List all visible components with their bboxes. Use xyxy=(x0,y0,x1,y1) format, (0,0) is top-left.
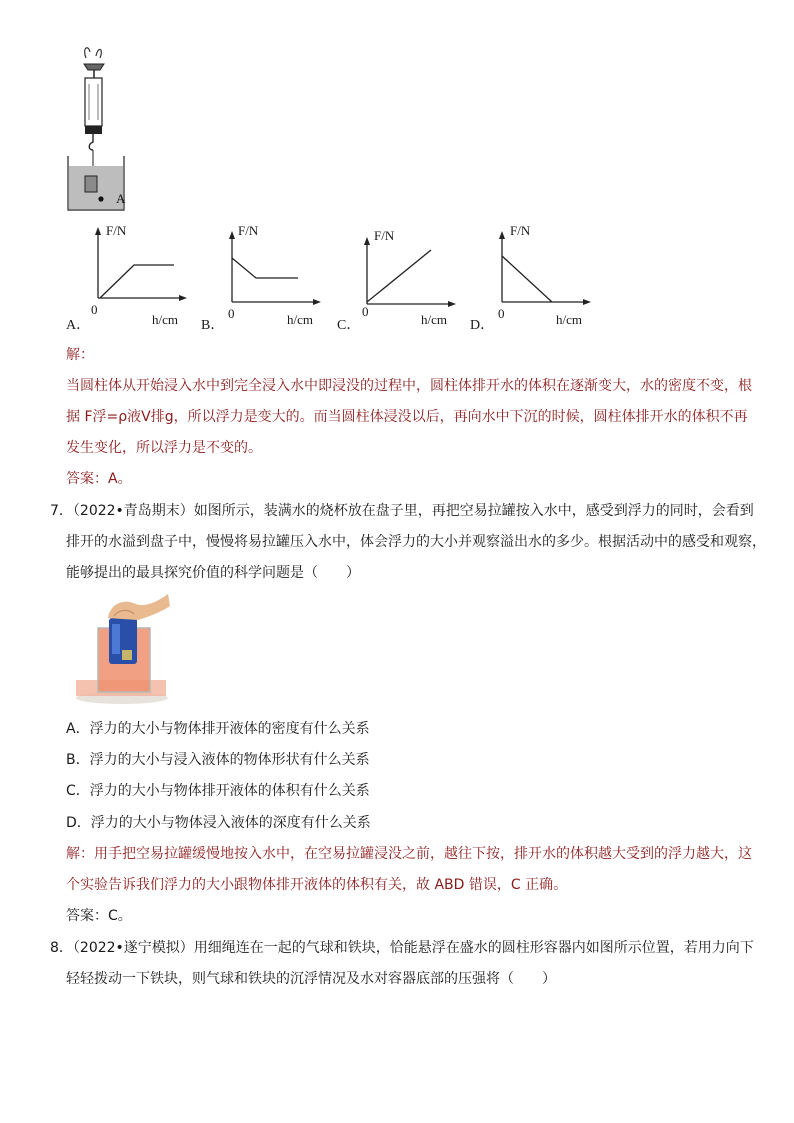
q7-option-c[interactable]: C．浮力的大小与物体排开液体的体积有什么关系 xyxy=(66,783,370,799)
q7-option-a[interactable]: A．浮力的大小与物体排开液体的密度有什么关系 xyxy=(66,721,370,737)
q7-stem-line-1: 7．（2022•青岛期末）如图所示，装满水的烧杯放在盘子里，再把空易拉罐按入水中，感受到浮力的同时，会看到 xyxy=(50,503,754,519)
graph-b-xlabel: h/cm xyxy=(287,312,313,327)
q7-option-d[interactable]: D．浮力的大小与物体浸入液体的深度有什么关系 xyxy=(66,815,371,831)
graph-b-letter: B． xyxy=(201,318,225,333)
graph-option-b xyxy=(220,222,330,312)
graph-a-xlabel: h/cm xyxy=(152,312,178,327)
q6-solution-line-2: 据 F浮=ρ液V排g，所以浮力是变大的。而当圆柱体浸没以后，再向水中下沉的时候，圆柱体排开水的体积不再 xyxy=(66,409,748,425)
can-in-beaker-photo xyxy=(74,594,170,706)
graph-d-ylabel: F/N xyxy=(510,223,531,238)
graph-option-d xyxy=(490,222,600,312)
graph-c-letter: C． xyxy=(337,318,361,333)
graph-d-letter: D． xyxy=(470,318,495,333)
graph-c-ylabel: F/N xyxy=(374,228,395,243)
graph-d-xlabel: h/cm xyxy=(556,312,582,327)
graph-a-origin: 0 xyxy=(91,302,98,317)
point-a-label: A xyxy=(116,191,126,206)
graph-a-ylabel: F/N xyxy=(106,223,127,238)
q6-answer: 答案：A。 xyxy=(66,471,132,487)
q8-stem-line-1: 8．（2022•遂宁模拟）用细绳连在一起的气球和铁块，恰能悬浮在盛水的圆柱形容器内如图所示位置，若用力向下 xyxy=(50,940,754,956)
q7-solution-line-2: 个实验告诉我们浮力的大小跟物体排开液体的体积有关，故 ABD 错误，C 正确。 xyxy=(66,877,568,893)
graph-b-origin: 0 xyxy=(228,306,235,321)
q7-stem-line-2: 排开的水溢到盘子中，慢慢将易拉罐压入水中，体会浮力的大小并观察溢出水的多少。根据活动中的感受和观察， xyxy=(66,534,766,550)
q6-solution-line-3: 发生变化，所以浮力是不变的。 xyxy=(66,440,262,456)
spring-scale-figure xyxy=(60,42,140,214)
graph-a-letter: A． xyxy=(66,318,91,333)
q6-solution-label: 解： xyxy=(66,347,94,363)
graph-d-origin: 0 xyxy=(498,306,505,321)
graph-c-xlabel: h/cm xyxy=(421,312,447,327)
graph-option-a xyxy=(86,222,196,312)
graph-option-c xyxy=(355,228,465,318)
q7-stem-line-3: 能够提出的最具探究价值的科学问题是（ ） xyxy=(66,565,360,581)
graph-b-ylabel: F/N xyxy=(238,223,259,238)
q7-solution-line-1: 解：用手把空易拉罐缓慢地按入水中，在空易拉罐浸没之前，越往下按，排开水的体积越大受到的浮力越大，这 xyxy=(66,846,752,862)
q6-solution-line-1: 当圆柱体从开始浸入水中到完全浸入水中即浸没的过程中，圆柱体排开水的体积在逐渐变大，水的密度不变，根 xyxy=(66,378,752,394)
q8-stem-line-2: 轻轻拨动一下铁块，则气球和铁块的沉浮情况及水对容器底部的压强将（ ） xyxy=(66,971,556,987)
graph-c-origin: 0 xyxy=(362,304,369,319)
q7-answer: 答案：C。 xyxy=(66,908,132,924)
q7-option-b[interactable]: B．浮力的大小与浸入液体的物体形状有什么关系 xyxy=(66,752,370,768)
